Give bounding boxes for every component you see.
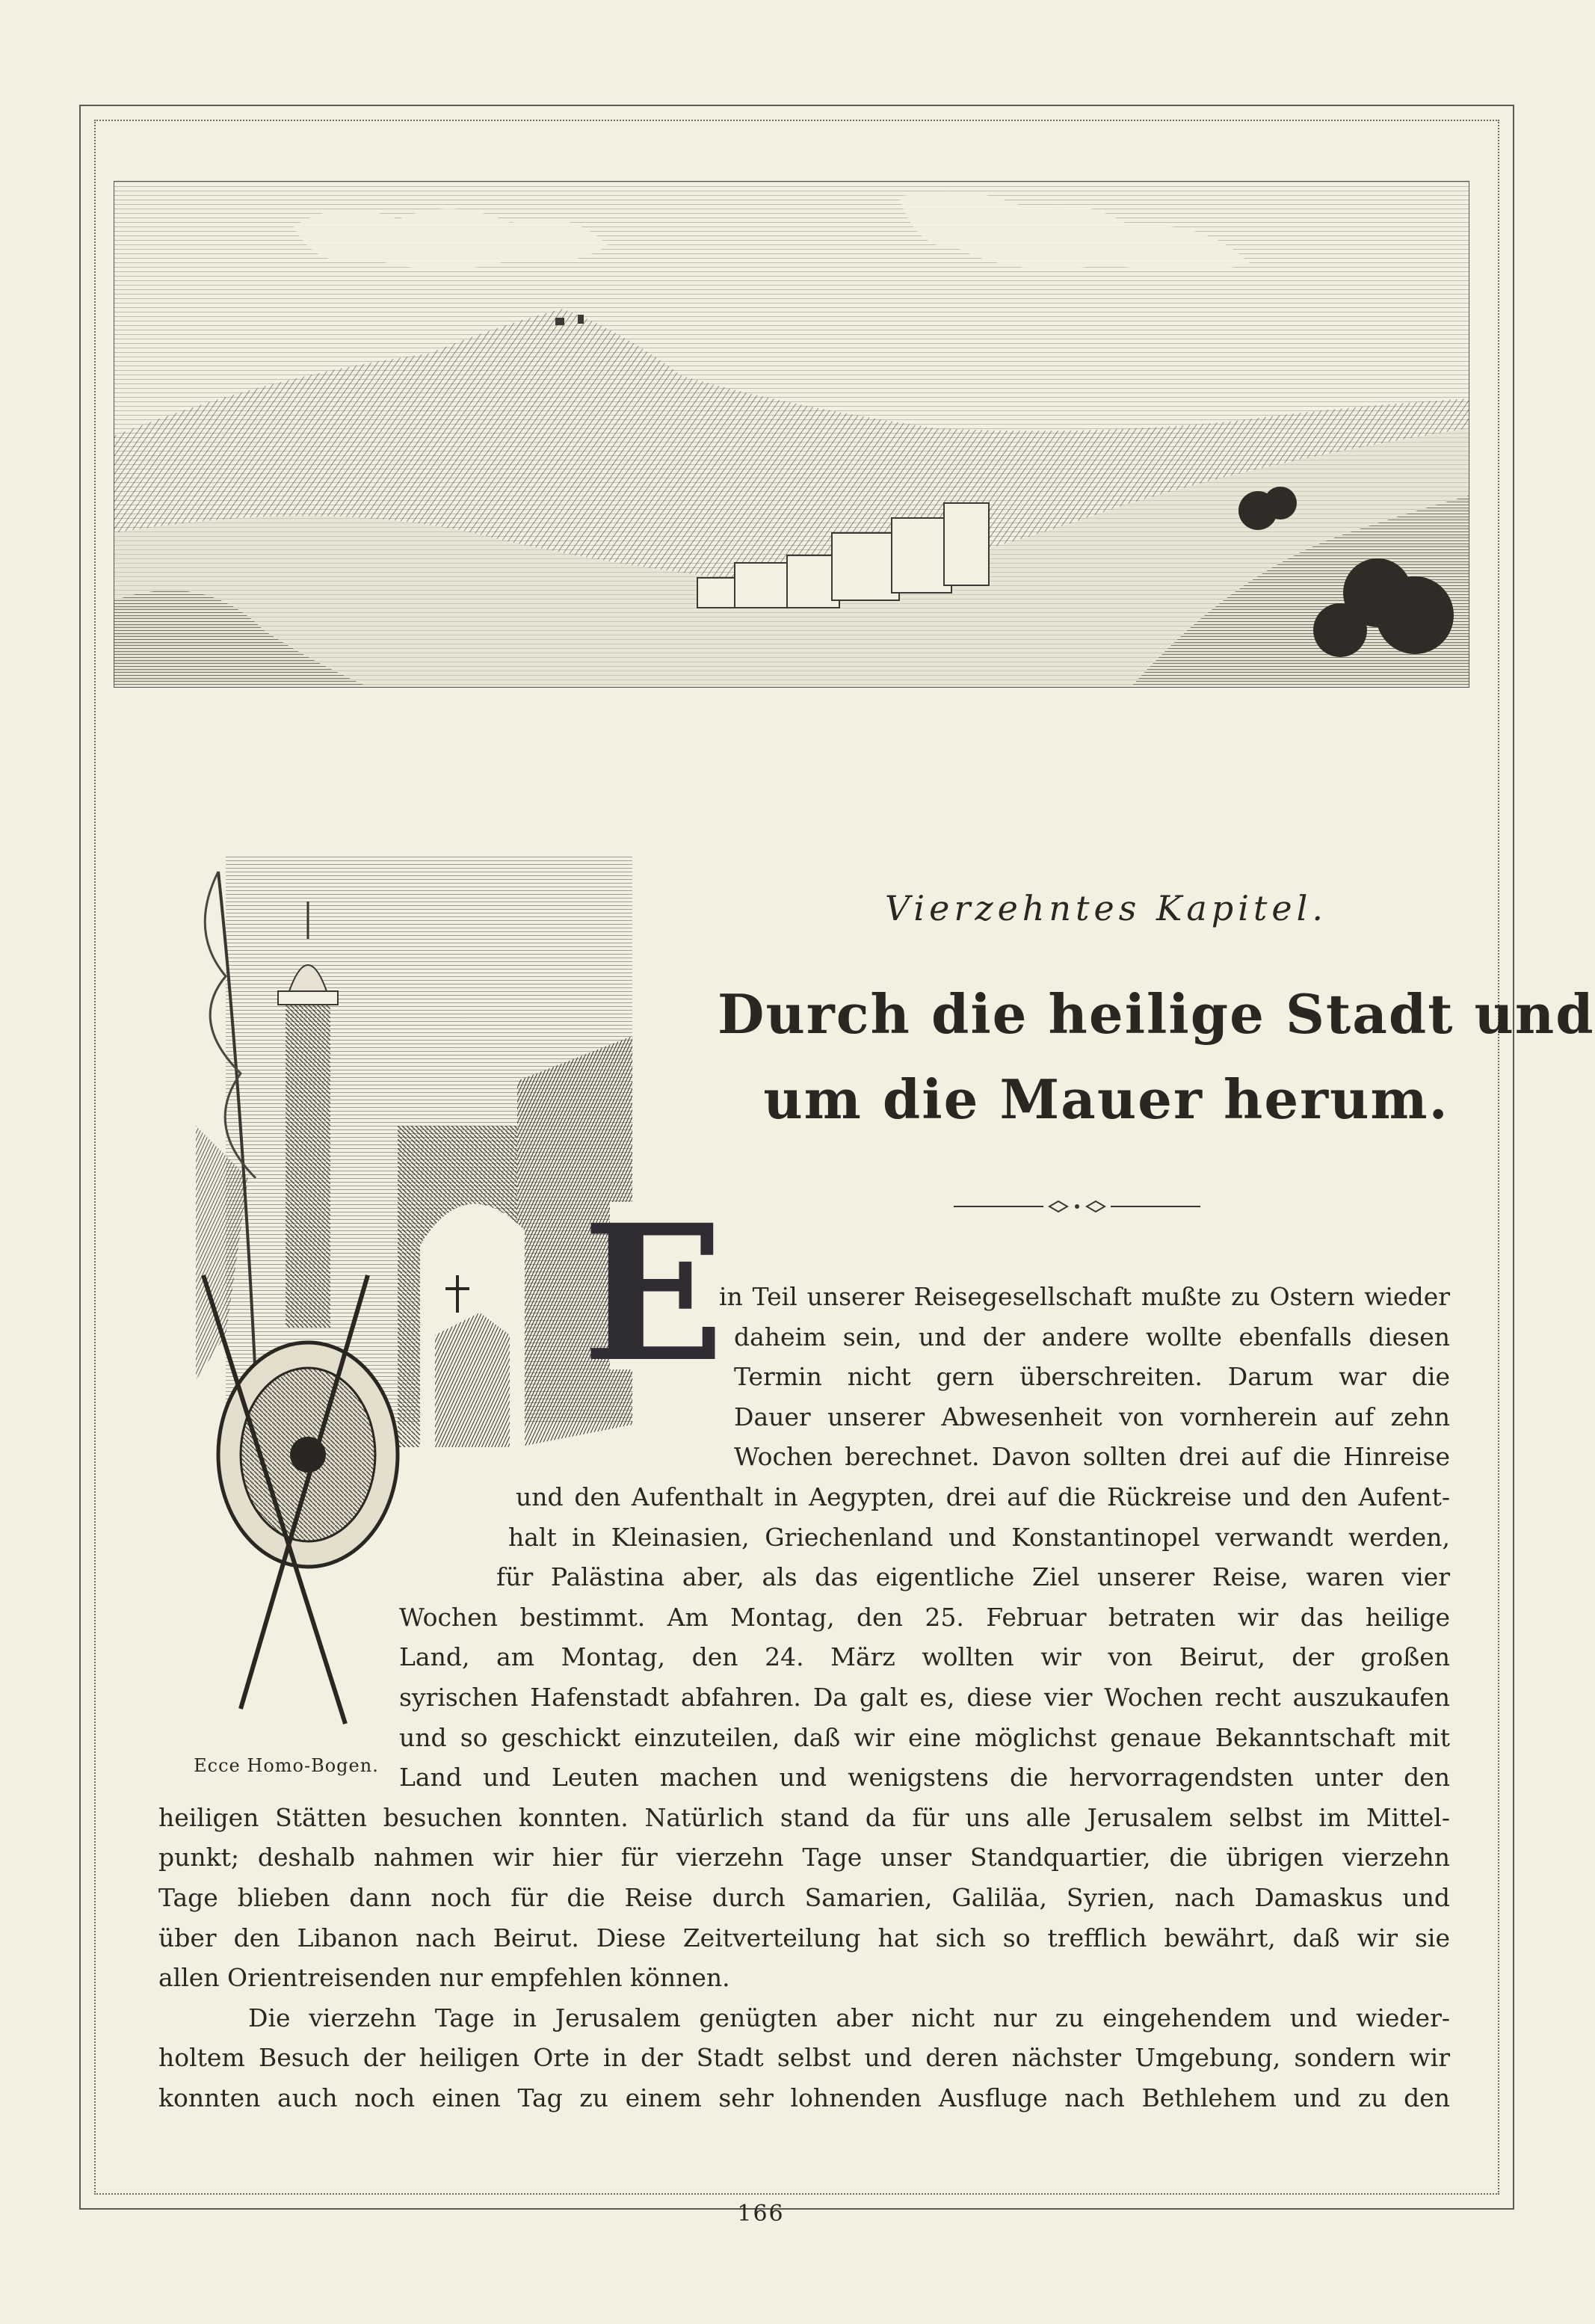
text-line: Land, am Montag, den 24. März wollten wir von Beirut, der großen: [399, 1642, 1450, 1672]
ornament-divider: [954, 1198, 1200, 1215]
text-line: Land und Leuten machen und wenigstens die hervorragendsten unter den: [399, 1763, 1450, 1793]
text-line: punkt; deshalb nahmen wir hier für vierzehn Tage unser Standquartier, die übrigen vierzehn: [158, 1843, 1450, 1873]
text-line: Wochen bestimmt. Am Montag, den 25. Februar betraten wir das heilige: [399, 1602, 1450, 1632]
illustration-caption: Ecce Homo-Bogen.: [194, 1755, 379, 1776]
chapter-title-line: um die Mauer herum.: [763, 1067, 1449, 1131]
text-line: in Teil unserer Reisegesellschaft mußte zu Ostern wieder: [719, 1282, 1450, 1311]
text-line: halt in Kleinasien, Griechenland und Konstantinopel verwandt werden,: [508, 1522, 1450, 1552]
text-line: Tage blieben dann noch für die Reise durch Samarien, Galiläa, Syrien, nach Damaskus und: [158, 1882, 1450, 1912]
text-line: und den Aufenthalt in Aegypten, drei auf die Rückreise und den Aufent-: [516, 1482, 1450, 1511]
page-number: 166: [737, 2201, 785, 2227]
body-text: [158, 1277, 1450, 2118]
text-line: konnten auch noch einen Tag zu einem sehr lohnenden Ausfluge nach Bethlehem und zu den: [158, 2083, 1450, 2112]
chapter-title-line: Durch die heilige Stadt und: [718, 982, 1595, 1046]
text-line: Termin nicht gern überschreiten. Darum war die: [734, 1362, 1450, 1392]
text-line: und so geschickt einzuteilen, daß wir eine möglichst genaue Bekanntschaft mit: [399, 1722, 1450, 1752]
text-line: daheim sein, und der andere wollte ebenfalls diesen: [734, 1322, 1450, 1351]
landscape-illustration: [114, 181, 1469, 688]
text-line: holtem Besuch der heiligen Orte in der Stadt selbst und deren nächster Umgebung, sondern wir: [158, 2043, 1450, 2073]
text-line: allen Orientreisenden nur empfehlen können.: [158, 1963, 730, 1993]
text-line: für Palästina aber, als das eigentliche Ziel unserer Reise, waren vier: [496, 1562, 1450, 1592]
chapter-title: [718, 972, 1595, 1142]
text-line: über den Libanon nach Beirut. Diese Zeitverteilung hat sich so trefflich bewährt, daß wir sie: [158, 1923, 1450, 1952]
text-line: heiligen Stätten besuchen konnten. Natürlich stand da für uns alle Jerusalem selbst im Mittel-: [158, 1802, 1450, 1832]
chapter-number: Vierzehntes Kapitel.: [885, 888, 1327, 928]
text-line: Wochen berechnet. Davon sollten drei auf die Hinreise: [734, 1442, 1450, 1472]
text-line: Dauer unserer Abwesenheit von vornherein auf zehn: [734, 1402, 1450, 1431]
drop-cap-glyph: E: [581, 1183, 725, 1403]
text-line: syrischen Hafenstadt abfahren. Da galt es, diese vier Wochen recht auszukaufen: [399, 1682, 1450, 1712]
text-line: Die vierzehn Tage in Jerusalem genügten aber nicht nur zu eingehendem und wieder-: [248, 2003, 1450, 2032]
